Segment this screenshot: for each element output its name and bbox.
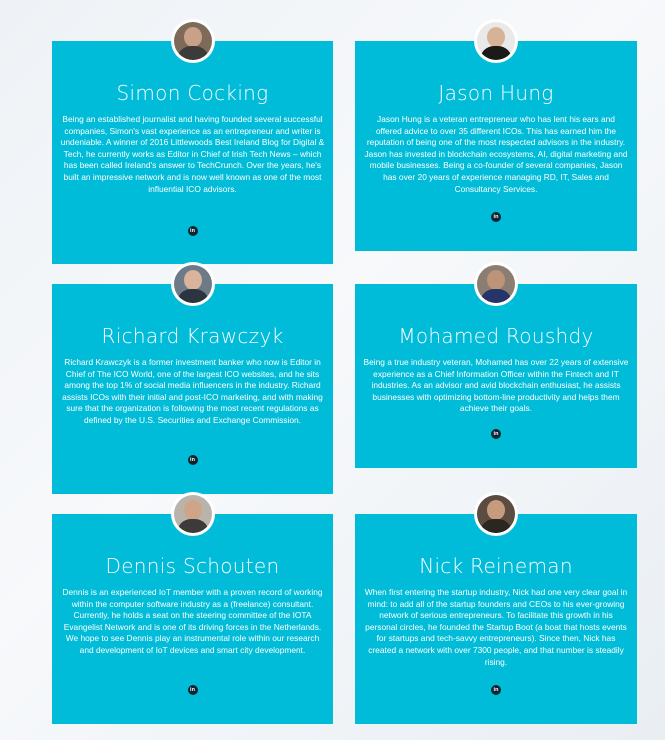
- advisor-bio: Jason Hung is a veteran entrepreneur who has lent his ears and offered advice to over 35 different ICOs. This has earned him the reputation of being one of the most respected advisors in the industry. Jason has invested in blockchain ecosystems, AI, digital marketing and mobile businesses. Being a co-founder of several companies, Jason has over 20 years of experience managing RD, IT, Sales and Consultancy Services.: [364, 114, 628, 194]
- linkedin-icon[interactable]: in: [188, 226, 198, 236]
- advisor-name: Dennis Schouten: [105, 554, 280, 578]
- avatar: [171, 492, 215, 536]
- advisor-bio: Being an established journalist and having founded several successful companies, Simon's vast experience as an entrepreneur and writer is undeniable. A winner of 2016 Littlewoods Best Ireland Blog for Digital & Tech, he currently works as Editor in Chief of Irish Tech News – which has been called Ireland's answer to TechCrunch. Over the years, he's built an impressive network and is now well known as one of the most influential ICO advisors.: [60, 114, 325, 194]
- avatar: [474, 19, 518, 63]
- advisor-card-jason-hung: [355, 41, 637, 251]
- linkedin-icon[interactable]: in: [491, 429, 501, 439]
- linkedin-icon[interactable]: in: [188, 455, 198, 465]
- advisor-name: Richard Krawczyk: [101, 324, 284, 348]
- advisor-card-nick-reineman: [355, 514, 637, 724]
- avatar: [474, 262, 518, 306]
- avatar: [171, 262, 215, 306]
- advisor-name: Mohamed Roushdy: [398, 324, 594, 348]
- advisor-card-dennis-schouten: [52, 514, 333, 724]
- advisor-card-mohamed-roushdy: [355, 284, 637, 468]
- avatar: [171, 19, 215, 63]
- advisor-bio: Being a true industry veteran, Mohamed has over 22 years of extensive experience as a Chief Information Officer within the Fintech and IT industries. As an advisor and avid blockchain enthusiast, he assists businesses with optimizing bottom-line productivity and helps them achieve their goals.: [363, 357, 629, 414]
- advisor-name: Jason Hung: [438, 81, 554, 105]
- advisor-name: Simon Cocking: [116, 81, 269, 105]
- advisor-bio: Richard Krawczyk is a former investment banker who now is Editor in Chief of The ICO World, one of the largest ICO websites, and he sits among the top 1% of social media influencers in the industry. Richard assists ICOs with their initial and post-ICO marketing, and with making sure that the organization is following the most recent regulations as defined by the U.S. Securities and Exchange Commission.: [62, 357, 323, 425]
- advisor-card-richard-krawczyk: [52, 284, 333, 494]
- avatar: [474, 492, 518, 536]
- advisor-bio: Dennis is an experienced IoT member with a proven record of working within the computer software industry as a (freelance) consultant. Currently, he holds a seat on the steering committee of the IOTA Evangelist Network and is one of its driving forces in the Netherlands. We hope to see Dennis play an instrumental role within our research and development of IoT devices and smart city development.: [62, 587, 323, 655]
- linkedin-icon[interactable]: in: [491, 212, 501, 222]
- advisor-bio: When first entering the startup industry, Nick had one very clear goal in mind: to add all of the startup founders and CEOs to his ever-growing network of serious entrepreneurs. To facilitate this growth in his personal circles, he founded the Startup Boot (a boat that hosts events for startups and tech-savvy entrepreneurs). Since then, Nick has created a network with over 7300 people, and that number is steadily rising.: [364, 587, 628, 667]
- linkedin-icon[interactable]: in: [491, 685, 501, 695]
- advisor-name: Nick Reineman: [419, 554, 573, 578]
- linkedin-icon[interactable]: in: [188, 685, 198, 695]
- advisor-card-simon-cocking: [52, 41, 333, 264]
